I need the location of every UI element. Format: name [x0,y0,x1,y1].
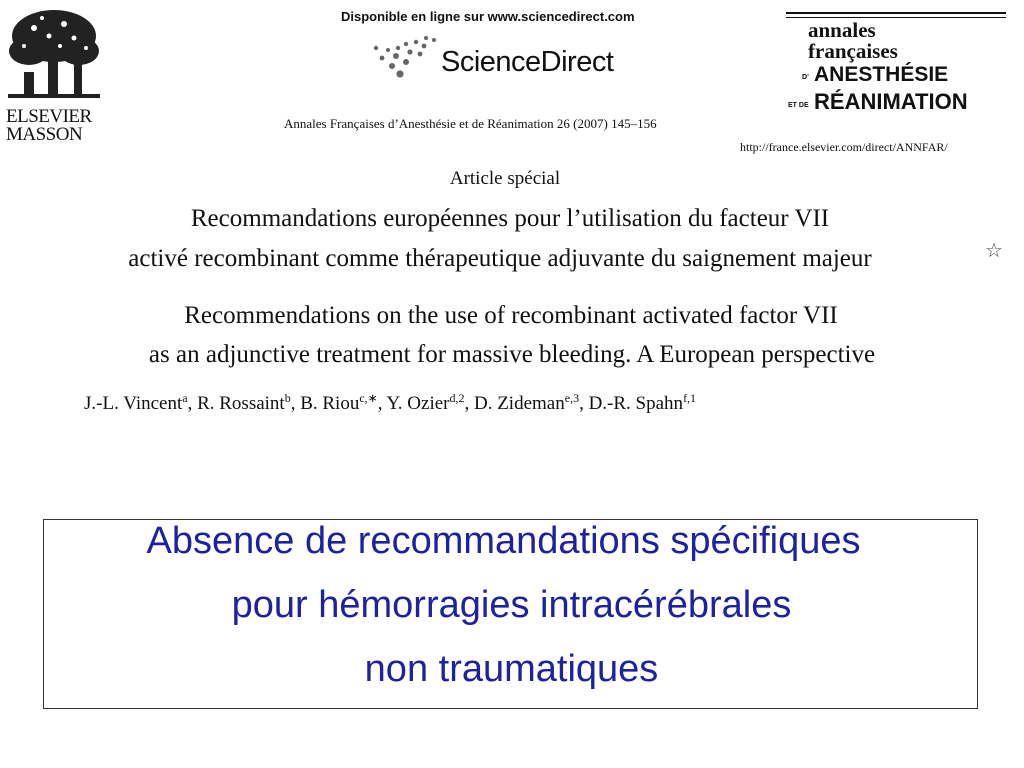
title-french-line2: activé recombinant comme thérapeutique adjuvante du saignement majeur [128,245,872,272]
journal-logo-line1: annales [808,18,876,42]
publisher-name-line1: ELSEVIER [6,106,92,127]
sciencedirect-wordmark: ScienceDirect [441,46,614,78]
author-name: D. Zideman [473,393,565,414]
author-affiliation-marker[interactable]: b [284,391,291,405]
journal-logo-prefix2: ET DE [788,102,809,109]
author-affiliation-marker[interactable]: d,2 [449,391,465,405]
author-separator: , [377,393,387,414]
author-affiliation-marker[interactable]: e,3 [564,391,580,405]
online-availability-text: Disponible en ligne sur www.sciencedirect.com [341,9,635,24]
title-french-line1: Recommandations européennes pour l’utilisation du facteur VII [190,205,830,232]
elsevier-tree-logo-icon [4,6,104,106]
highlight-line1: Absence de recommandations spécifiques [146,520,861,562]
publisher-name-line2: MASSON [6,124,83,145]
star-footnote-icon: ☆ [985,240,1003,262]
author-affiliation-marker[interactable]: a [182,391,188,405]
author-name: R. Rossaint [197,393,285,414]
highlight-line2: pour hémorragies intracérébrales [231,584,792,626]
publisher-logo-text [6,108,116,144]
highlight-box [43,519,978,709]
author-affiliation-marker[interactable]: c,∗ [359,391,378,405]
article-type-label: Article spécial [449,168,561,189]
journal-logo-line2: françaises [808,39,898,63]
journal-logo-line4: RÉANIMATION [814,89,968,114]
author-separator: , [464,393,474,414]
title-english-line2: as an adjunctive treatment for massive bleeding. A European perspective [148,341,876,368]
journal-citation: Annales Françaises d’Anesthésie et de Réanimation 26 (2007) 145–156 [284,116,657,131]
author-separator: , [579,393,589,414]
sciencedirect-dots-icon [368,34,440,82]
journal-url-link[interactable]: http://france.elsevier.com/direct/ANNFAR/ [740,140,948,154]
author-name: D.-R. Spahn [588,393,684,414]
journal-logo-prefix1: D’ [802,74,809,81]
author-list [84,393,696,415]
author-separator: , [187,393,198,414]
author-name: J.-L. Vincent [84,393,183,414]
author-name: B. Riou [300,393,360,414]
logo-rule [786,12,1006,14]
journal-logo [786,12,1006,122]
author-name: Y. Ozier [386,393,450,414]
title-english-line1: Recommendations on the use of recombinant activated factor VII [184,302,838,329]
author-affiliation-marker[interactable]: f,1 [683,391,697,405]
journal-logo-line3: ANESTHÉSIE [814,63,949,86]
highlight-line3: non traumatiques [364,648,659,690]
author-separator: , [290,393,301,414]
